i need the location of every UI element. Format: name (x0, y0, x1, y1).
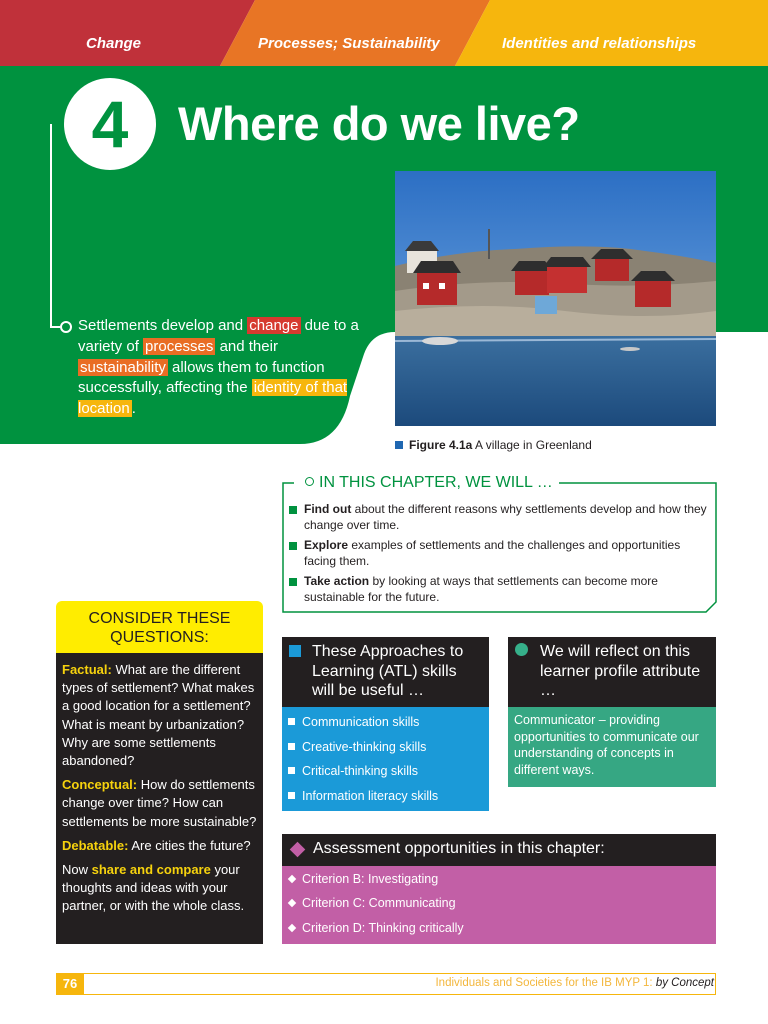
list-item: Criterion B: Investigating (288, 871, 464, 887)
assessment-criteria-list (288, 871, 464, 944)
assessment-title: Assessment opportunities in this chapter: (313, 840, 605, 857)
greenland-village-photo (395, 171, 716, 426)
atl-skills-list (288, 714, 438, 812)
figure-caption: Figure 4.1a A village in Greenland (395, 438, 592, 452)
concept-label-processes: Processes; Sustainability (258, 35, 440, 52)
chapter-number-badge: 4 (64, 78, 156, 170)
highlight-identity: identity of that location (78, 379, 348, 418)
page-number: 76 (56, 973, 84, 995)
share-prompt: Now share and compare your thoughts and ideas with your partner, or with the whole class. (62, 862, 245, 914)
book-title: Individuals and Societies for the IB MYP 1: by Concept (435, 977, 714, 989)
debatable-questions: Debatable: Are cities the future? (62, 837, 251, 853)
factual-questions: Factual: What are the different types of settlement? What makes a good location for a settlement? What is meant by urbanization? Why are some settlements abandoned? (62, 662, 255, 769)
conceptual-questions: Conceptual: How do settlements change over time? How can settlements be more sustainable? (62, 777, 257, 829)
list-item: Critical-thinking skills (288, 763, 438, 779)
atl-title: These Approaches to Learning (ATL) skills will be useful … (312, 643, 464, 699)
list-item: Criterion C: Communicating (288, 895, 464, 911)
hero-connector-line (50, 124, 52, 328)
concept-label-identities: Identities and relationships (502, 35, 697, 52)
learner-profile-title: We will reflect on this learner profile attribute … (540, 643, 701, 699)
learner-profile-dot-icon (515, 643, 528, 656)
list-item: Creative-thinking skills (288, 739, 438, 755)
in-this-chapter-heading: IN THIS CHAPTER, WE WILL … (303, 474, 559, 492)
concept-banner (0, 0, 768, 66)
list-item: Explore examples of settlements and the challenges and opportunities facing them. (288, 538, 708, 569)
concept-label-change: Change (86, 35, 142, 52)
chapter-goals-list (288, 502, 708, 610)
caption-square-icon (395, 441, 403, 449)
heading-ring-icon (305, 477, 314, 486)
atl-square-icon (289, 645, 301, 657)
list-item: Take action by looking at ways that settlements can become more sustainable for the future. (288, 574, 708, 605)
consider-questions-heading: CONSIDER THESE QUESTIONS: (56, 601, 263, 653)
list-item: Communication skills (288, 714, 438, 730)
list-item: Find out about the different reasons why settlements develop and how they change over time. (288, 502, 708, 533)
consider-questions-body (56, 653, 263, 944)
list-item: Information literacy skills (288, 788, 438, 804)
concept-banner-shapes (0, 0, 768, 66)
hero-connector-tick (50, 326, 60, 328)
highlight-change: change (249, 317, 299, 334)
list-item: Criterion D: Thinking critically (288, 920, 464, 936)
highlight-sustainability: sustainability (80, 358, 166, 376)
chapter-title: Where do we live? (178, 97, 580, 150)
statement-of-inquiry: Settlements develop and change due to a variety of processes and their sustainability allows them to function successfully, affecting the identity of that location . (78, 317, 359, 418)
hero-connector-dot (60, 321, 72, 333)
highlight-processes: processes (145, 337, 214, 355)
learner-profile-text: Communicator – providing opportunities to communicate our understanding of concepts in different ways. (508, 707, 716, 787)
